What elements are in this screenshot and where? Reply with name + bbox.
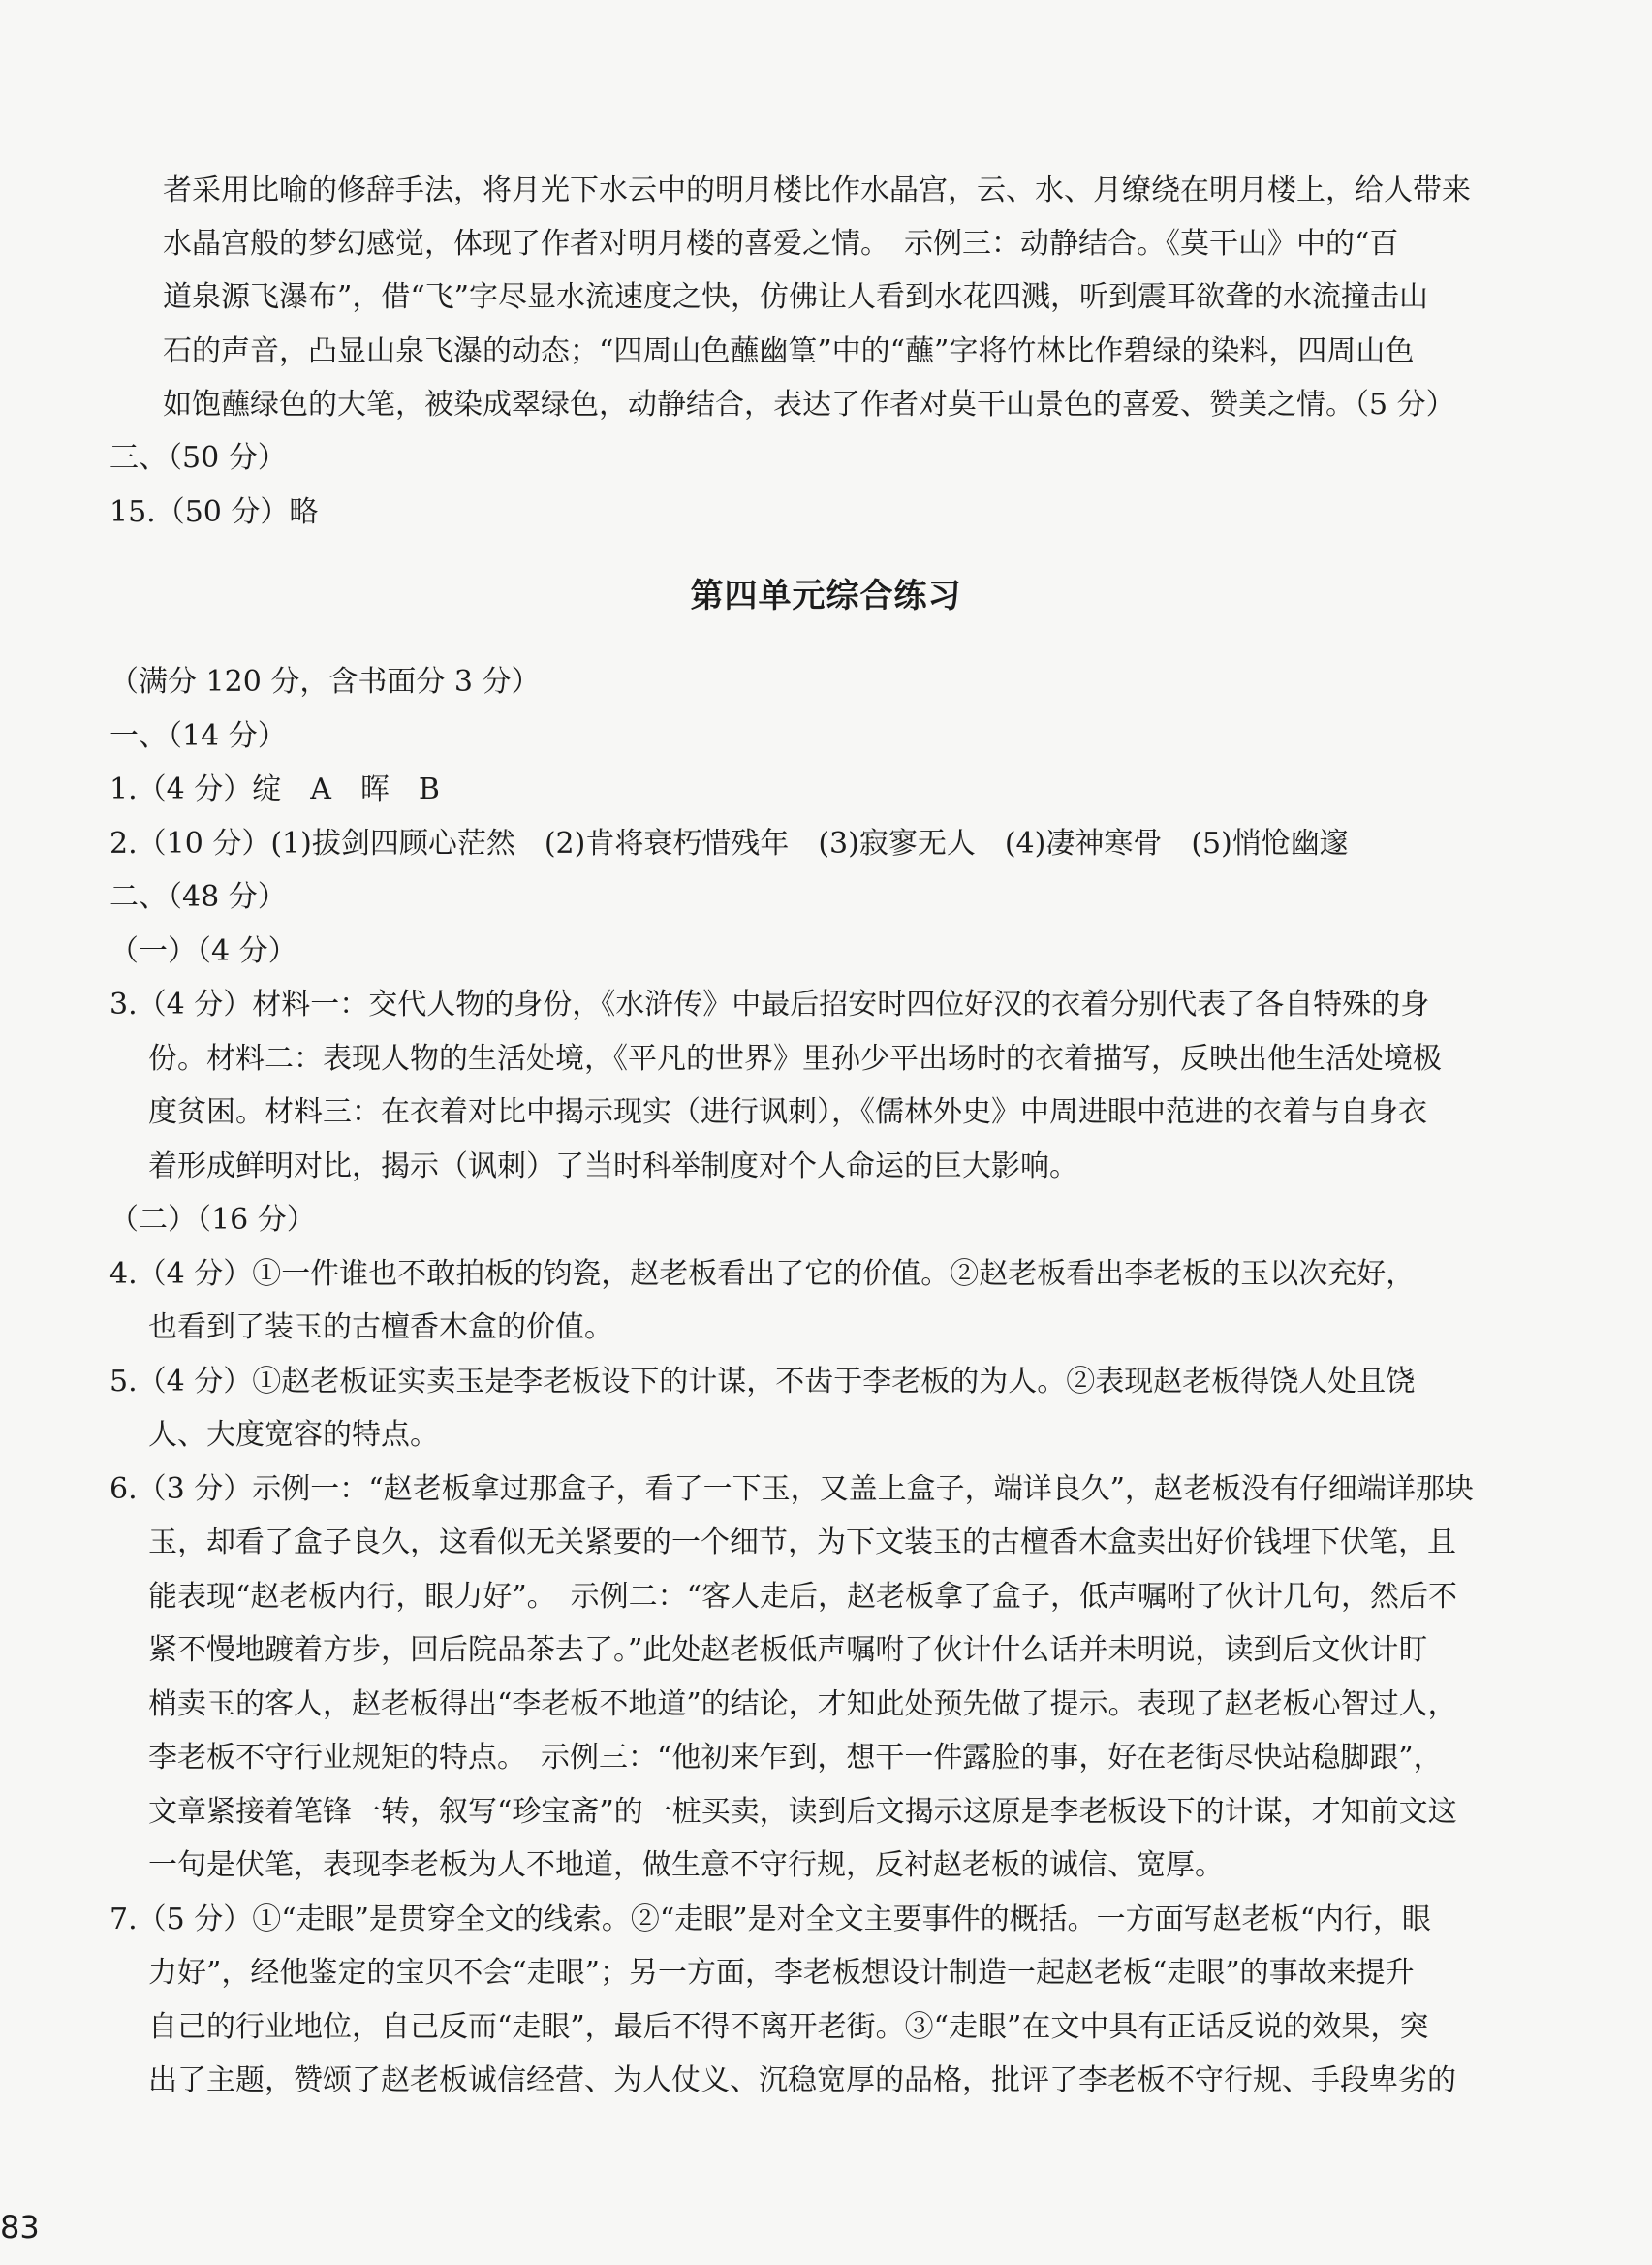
question-5-line: 5.（4 分）①赵老板证实卖玉是李老板设下的计谋，不齿于李老板的为人。②表现赵老板得饶人处且饶 [109,1365,1416,1399]
part-2-heading: 二、（48 分） [109,880,287,914]
question-3-line: 份。材料二：表现人物的生活处境，《平凡的世界》里孙少平出场时的衣着描写，反映出他生活处境极 [148,1042,1442,1076]
paragraph-line: 石的声音，凸显山泉飞瀑的动态；“四周山色蘸幽篁”中的“蘸”字将竹林比作碧绿的染料，四周山色 [163,334,1415,368]
question-6-line: 梢卖玉的客人，赵老板得出“李老板不地道”的结论，才知此处预先做了提示。表现了赵老板心智过人， [148,1687,1457,1721]
paragraph-line: 如饱蘸绿色的大笔，被染成翠绿色，动静结合，表达了作者对莫干山景色的喜爱、赞美之情。（5 分） [163,388,1455,422]
question-3-line: 度贫困。材料三：在衣着对比中揭示现实（进行讽刺），《儒林外史》中周进眼中范进的衣着与自身衣 [148,1095,1427,1129]
subsection-1-heading: （一）（4 分） [109,934,297,968]
question-6-line: 6.（3 分）示例一：“赵老板拿过那盒子，看了一下玉，又盖上盒子，端详良久”，赵老板没有仔细端详那块 [109,1472,1474,1506]
question-6-line: 文章紧接着笔锋一转，叙写“珍宝斋”的一桩买卖，读到后文揭示这原是李老板设下的计谋，才知前文这 [148,1795,1457,1829]
question-4-line: 也看到了装玉的古檀香木盒的价值。 [148,1310,613,1344]
paragraph-line: 水晶宫般的梦幻感觉，体现了作者对明月楼的喜爱之情。 示例三：动静结合。《莫干山》中的“百 [163,227,1399,261]
question-3-line: 着形成鲜明对比，揭示（讽刺）了当时科举制度对个人命运的巨大影响。 [148,1149,1078,1183]
question-7-line: 力好”，经他鉴定的宝贝不会“走眼”；另一方面，李老板想设计制造一起赵老板“走眼”的事故来提升 [148,1956,1415,1990]
unit-title: 第四单元综合练习 [690,577,962,615]
question-5-line: 人、大度宽容的特点。 [148,1418,439,1452]
page-number: 83 [0,2209,40,2246]
question-3-line: 3.（4 分）材料一：交代人物的身份，《水浒传》中最后招安时四位好汉的衣着分别代表了各自特殊的身 [109,988,1430,1022]
question-15: 15.（50 分）略 [109,495,319,529]
paragraph-line: 者采用比喻的修辞手法，将月光下水云中的明月楼比作水晶宫，云、水、月缭绕在明月楼上，给人带来 [163,173,1471,207]
part-1-heading: 一、（14 分） [109,719,287,753]
question-6-line: 紧不慢地踱着方步，回后院品茶去了。”此处赵老板低声嘱咐了伙计什么话并未明说，读到后文伙计盯 [148,1633,1428,1667]
question-7-line: 出了主题，赞颂了赵老板诚信经营、为人仗义、沉稳宽厚的品格，批评了李老板不守行规、手段卑劣的 [148,2063,1456,2097]
section-heading: 三、（50 分） [109,441,287,475]
question-6-line: 玉，却看了盒子良久，这看似无关紧要的一个细节，为下文装玉的古檀香木盒卖出好价钱埋下伏笔，且 [148,1526,1456,1559]
subsection-2-heading: （二）（16 分） [109,1203,316,1237]
question-2: 2.（10 分）(1)拔剑四顾心茫然 (2)肯将衰朽惜残年 (3)寂寥无人 (4)凄神寒骨 (5)悄怆幽邃 [109,827,1349,861]
question-4-line: 4.（4 分）①一件谁也不敢拍板的钧瓷，赵老板看出了它的价值。②赵老板看出李老板的玉以次充好， [109,1257,1416,1291]
question-6-line: 能表现“赵老板内行，眼力好”。 示例二：“客人走后，赵老板拿了盒子，低声嘱咐了伙计几句，然后不 [148,1580,1458,1614]
question-6-line: 李老板不守行业规矩的特点。 示例三：“他初来乍到，想干一件露脸的事，好在老街尽快站稳脚跟”， [148,1741,1443,1775]
question-7-line: 自己的行业地位，自己反而“走眼”，最后不得不离开老街。③“走眼”在文中具有正话反说的效果，突 [148,2010,1429,2044]
full-score-note: （满分 120 分，含书面分 3 分） [109,665,541,699]
question-6-line: 一句是伏笔，表现李老板为人不地道，做生意不守行规，反衬赵老板的诚信、宽厚。 [148,1848,1224,1882]
paragraph-line: 道泉源飞瀑布”，借“飞”字尽显水流速度之快，仿佛让人看到水花四溅，听到震耳欲聋的水流撞击山 [163,280,1429,314]
question-7-line: 7.（5 分）①“走眼”是贯穿全文的线索。②“走眼”是对全文主要事件的概括。一方面写赵老板“内行，眼 [109,1903,1431,1936]
question-1: 1.（4 分）绽 A 晖 B [109,772,440,806]
